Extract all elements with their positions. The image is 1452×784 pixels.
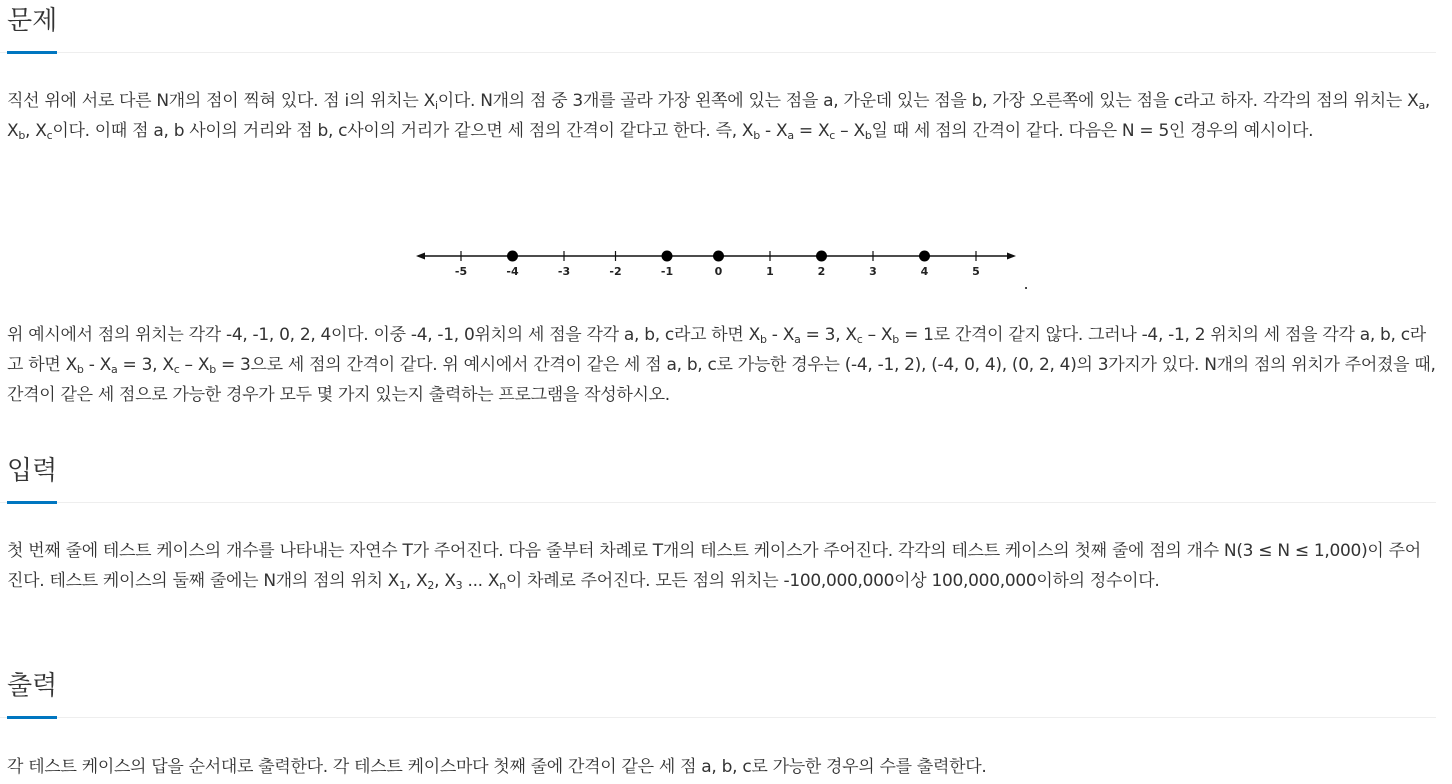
- heading-underline: [7, 51, 57, 54]
- input-description: [0, 536, 1436, 596]
- point-marker: [919, 251, 930, 262]
- tick-label: 3: [869, 265, 877, 278]
- output-paragraph: 각 테스트 케이스의 답을 순서대로 출력한다. 각 테스트 케이스마다 첫째 줄에 간격이 같은 세 점 a, b, c로 가능한 경우의 수를 출력한다.: [7, 757, 987, 777]
- number-line-diagram: [414, 236, 1034, 296]
- problem-example-explanation: [0, 320, 1436, 410]
- left-arrow-icon: [416, 253, 425, 260]
- tick-label: 0: [714, 265, 723, 278]
- output-description: [0, 752, 1436, 782]
- right-arrow-icon: [1007, 253, 1016, 260]
- tick-label: -1: [660, 265, 674, 278]
- heading-underline: [7, 501, 57, 504]
- input-heading: 입력: [7, 456, 58, 486]
- tick-label: 1: [766, 265, 774, 278]
- tick-label: -4: [506, 265, 519, 278]
- tick-label: -2: [609, 265, 622, 278]
- heading-underline: [7, 716, 57, 719]
- output-heading: 출력: [7, 671, 58, 701]
- point-marker: [662, 251, 673, 262]
- problem-heading: 문제: [7, 6, 58, 36]
- problem-section: [0, 0, 1436, 53]
- tick-label: -3: [557, 265, 571, 278]
- output-section: [0, 665, 1436, 718]
- problem-header: [0, 0, 1436, 53]
- output-header: [0, 665, 1436, 718]
- problem-paragraph-1: 직선 위에 서로 다른 N개의 점이 찍혀 있다. 점 i의 위치는 $X_i$이다. N개의 점 중 3개를 골라 가장 왼쪽에 있는 점을 a, 가운데 있는 점을 b, 가장 오른쪽에 있는 점을 c라고 하자. 각각의 점의 위치는 $X_a$, $X_b$, $X_c$이다. 이때 점 a, b 사이의 거리와 점 b, c사이의 거리가 같으면 세 점의 간격이 같다고 한다. 즉, $X_b - X_a = X_c - X_b$일 때 세 점의 간격이 같다. 다음은 N = 5인 경우의 예시이다.: [7, 91, 1431, 142]
- tick-label: 2: [817, 265, 826, 278]
- number-line-figure: [414, 236, 1034, 296]
- point-marker: [713, 251, 724, 262]
- tick-label: 5: [972, 265, 980, 278]
- problem-description: [0, 86, 1436, 146]
- input-section: [0, 450, 1436, 503]
- input-header: [0, 450, 1436, 503]
- trailing-period: .: [1023, 274, 1029, 293]
- tick-label: -5: [454, 265, 468, 278]
- point-marker: [507, 251, 518, 262]
- tick-label: 4: [920, 265, 929, 278]
- point-marker: [816, 251, 827, 262]
- input-paragraph: 첫 번째 줄에 테스트 케이스의 개수를 나타내는 자연수 T가 주어진다. 다음 줄부터 차례로 T개의 테스트 케이스가 주어진다. 각각의 테스트 케이스의 첫째 줄에 점의 개수 N(3 ≤ N ≤ 1,000)이 주어진다. 테스트 케이스의 둘째 줄에는 N개의 점의 위치 $X_1$, $X_2$, $X_3$ ... $X_n$이 차례로 주어진다. 모든 점의 위치는 -100,000,000이상 100,000,000이하의 정수이다.: [7, 541, 1421, 592]
- problem-paragraph-2: 위 예시에서 점의 위치는 각각 -4, -1, 0, 2, 4이다. 이중 -4, -1, 0위치의 세 점을 각각 a, b, c라고 하면 $X_b - X_a = 3$, $X_c - X_b = 1$로 간격이 같지 않다. 그러나 -4, -1, 2 위치의 세 점을 각각 a, b, c라고 하면 $X_b - X_a = 3$, $X_c - X_b = 3$으로 세 점의 간격이 같다. 위 예시에서 간격이 같은 세 점 a, b, c로 가능한 경우는 (-4, -1, 2), (-4, 0, 4), (0, 2, 4)의 3가지가 있다. N개의 점의 위치가 주어졌을 때, 간격이 같은 세 점으로 가능한 경우가 모두 몇 가지 있는지 출력하는 프로그램을 작성하시오.: [7, 325, 1436, 405]
